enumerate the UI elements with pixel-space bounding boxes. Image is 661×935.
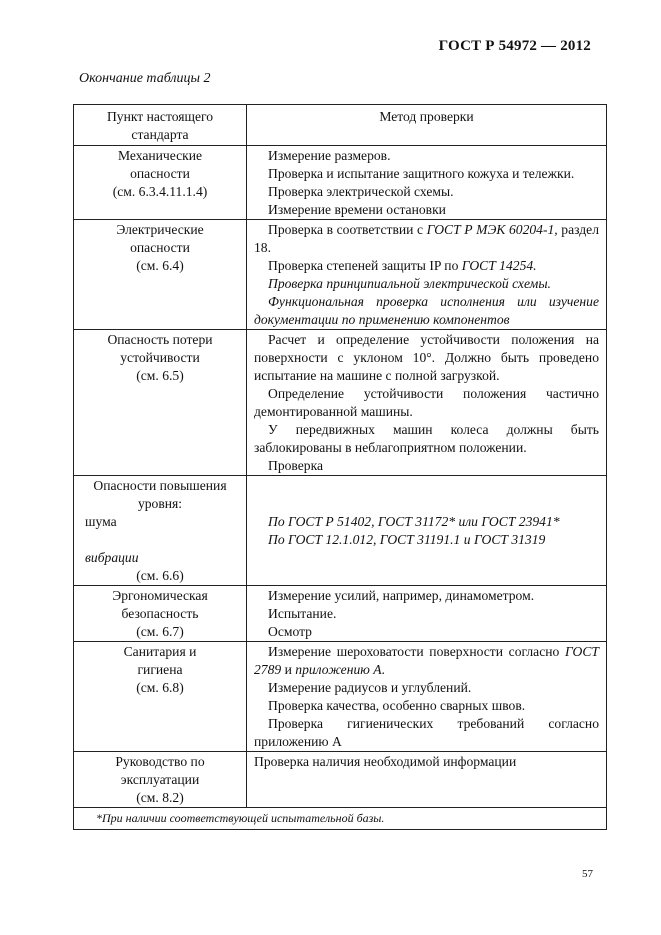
- method-paragraph: Проверка и испытание защитного кожуха и тележки.: [268, 166, 575, 181]
- spacer: [77, 531, 243, 549]
- point-cell: [74, 586, 247, 642]
- point-line: шума: [85, 514, 117, 529]
- point-line: устойчивости: [120, 350, 200, 365]
- method-paragraph: Проверка: [268, 458, 324, 473]
- point-cell: [74, 752, 247, 808]
- method-paragraph: [254, 643, 599, 679]
- method-cell: [247, 330, 607, 476]
- verification-table: [73, 104, 607, 830]
- point-line: (см. 8.2): [136, 790, 184, 805]
- point-cell: [74, 330, 247, 476]
- method-cell: [247, 146, 607, 220]
- column-header-point: Пункт настоящего стандарта: [74, 105, 247, 146]
- table-row: [74, 146, 607, 220]
- document-header: ГОСТ Р 54972 — 2012: [438, 38, 591, 54]
- point-line: вибрации: [85, 550, 139, 565]
- method-text: Проверка в соответствии с: [268, 222, 427, 237]
- table-row: [74, 220, 607, 330]
- point-line: опасности: [130, 240, 190, 255]
- point-line: Электрические: [116, 222, 204, 237]
- method-text: .: [381, 662, 385, 677]
- annex-reference: приложению А: [295, 662, 382, 677]
- method-paragraph: По ГОСТ Р 51402, ГОСТ 31172* или ГОСТ 23941*: [268, 514, 560, 529]
- method-paragraph: Испытание.: [268, 606, 337, 621]
- method-paragraph: Проверка электрической схемы.: [268, 184, 454, 199]
- point-cell: [74, 642, 247, 752]
- point-line: гигиена: [137, 662, 183, 677]
- point-cell: [74, 476, 247, 586]
- method-paragraph: Измерение времени остановки: [268, 202, 446, 217]
- point-line: безопасность: [121, 606, 199, 621]
- method-paragraph: Проверка наличия необходимой информации: [254, 754, 517, 769]
- point-line: Опасность потери: [107, 332, 213, 347]
- point-cell: [74, 146, 247, 220]
- table-row: [74, 476, 607, 586]
- point-line: (см. 6.3.4.11.1.4): [112, 184, 208, 199]
- point-line: Эргономическая: [112, 588, 208, 603]
- method-paragraph: Проверка принципиальной электрической схемы.: [268, 276, 551, 291]
- table-row: [74, 642, 607, 752]
- column-header-method: Метод проверки: [247, 105, 607, 146]
- footnote-row: [74, 808, 607, 830]
- method-cell: [247, 476, 607, 586]
- method-paragraph: Измерение усилий, например, динамометром.: [268, 588, 535, 603]
- point-line: Санитария и: [123, 644, 197, 659]
- method-paragraph: Функциональная проверка исполнения или изучение документации по применению компонентов: [254, 294, 599, 327]
- point-cell: [74, 220, 247, 330]
- method-paragraph: Измерение радиусов и углублений.: [268, 680, 472, 695]
- method-paragraph: Проверка качества, особенно сварных швов.: [268, 698, 526, 713]
- table-header-row: [74, 105, 607, 146]
- spacer: [254, 477, 599, 513]
- method-paragraph: У передвижных машин колеса должны быть заблокированы в неблагоприятном положении.: [254, 422, 599, 455]
- point-line: уровня:: [137, 496, 183, 511]
- method-paragraph: Расчет и определение устойчивости положения на поверхности с уклоном 10°. Должно быть проведено испытание на машине с полной загрузкой.: [254, 332, 599, 383]
- method-paragraph: Проверка гигиенических требований согласно приложению А: [254, 716, 599, 749]
- method-cell: [247, 586, 607, 642]
- point-line: Механические: [117, 148, 203, 163]
- standard-reference: ГОСТ Р МЭК 60204-1,: [426, 222, 558, 237]
- point-line: (см. 6.6): [136, 568, 184, 583]
- table-row: [74, 330, 607, 476]
- method-cell: [247, 642, 607, 752]
- point-line: опасности: [130, 166, 190, 181]
- point-line: Опасности повышения: [93, 478, 227, 493]
- table-caption: Окончание таблицы 2: [79, 71, 211, 86]
- method-paragraph: Измерение размеров.: [268, 148, 391, 163]
- table-row: [74, 586, 607, 642]
- method-cell: [247, 220, 607, 330]
- method-paragraph: [254, 257, 599, 275]
- method-paragraph: [254, 221, 599, 257]
- point-line: Руководство по: [115, 754, 205, 769]
- method-paragraph: Осмотр: [268, 624, 312, 639]
- table-row: [74, 752, 607, 808]
- method-text: и: [281, 662, 296, 677]
- method-cell: [247, 752, 607, 808]
- point-line: (см. 6.4): [136, 258, 184, 273]
- point-line: (см. 6.8): [136, 680, 184, 695]
- method-text: Измерение шероховатости поверхности согласно: [268, 644, 565, 659]
- point-line: (см. 6.5): [136, 368, 184, 383]
- page-number: 57: [582, 868, 593, 880]
- method-paragraph: Определение устойчивости положения частично демонтированной машины.: [254, 386, 599, 419]
- point-line: (см. 6.7): [136, 624, 184, 639]
- method-text: раздел 18.: [254, 222, 599, 255]
- point-line: эксплуатации: [120, 772, 200, 787]
- method-text: Проверка степеней защиты IP по: [268, 258, 462, 273]
- standard-reference: ГОСТ 2789: [254, 644, 599, 677]
- table-footnote: *При наличии соответствующей испытательной базы.: [74, 808, 607, 830]
- standard-reference: ГОСТ 14254.: [461, 258, 537, 273]
- method-paragraph: По ГОСТ 12.1.012, ГОСТ 31191.1 и ГОСТ 31319: [268, 532, 546, 547]
